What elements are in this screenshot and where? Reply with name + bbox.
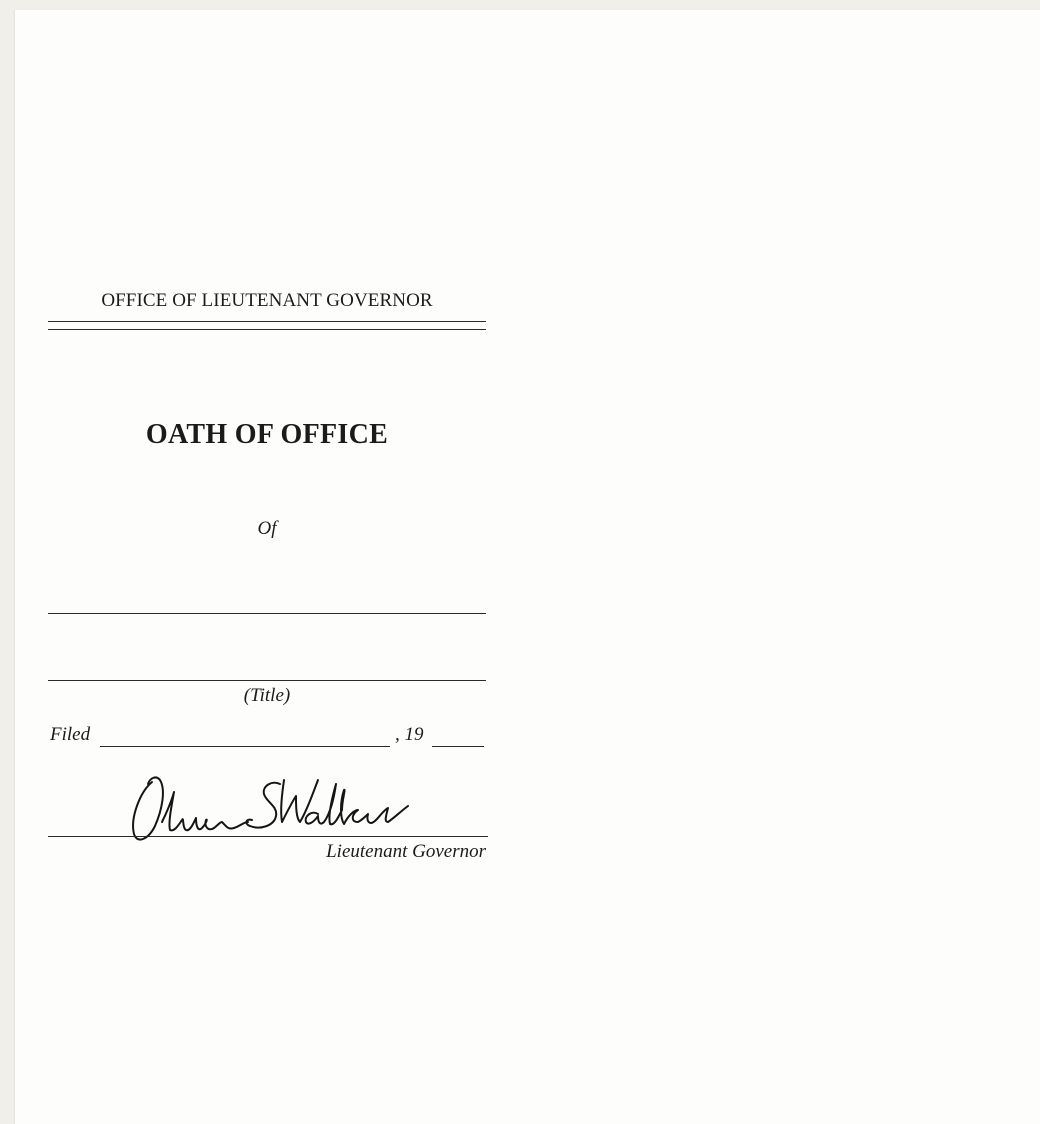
name-blank-line xyxy=(48,613,486,614)
filed-date-blank-line xyxy=(100,746,390,747)
title-field-caption: (Title) xyxy=(243,685,291,706)
header-divider-bottom xyxy=(48,329,486,330)
year-blank-line xyxy=(432,746,484,747)
year-prefix: , 19 xyxy=(395,724,424,745)
oath-of-office-page xyxy=(15,10,1040,1124)
lieutenant-governor-signature xyxy=(122,770,422,850)
document-title: OATH OF OFFICE xyxy=(145,419,389,450)
filed-label: Filed xyxy=(50,724,91,745)
office-header: OFFICE OF LIEUTENANT GOVERNOR xyxy=(101,290,433,311)
title-blank-line xyxy=(48,680,486,681)
signatory-caption: Lieutenant Governor xyxy=(326,841,486,862)
of-label: Of xyxy=(257,518,277,539)
header-divider-top xyxy=(48,321,486,322)
signature-line xyxy=(48,836,488,837)
